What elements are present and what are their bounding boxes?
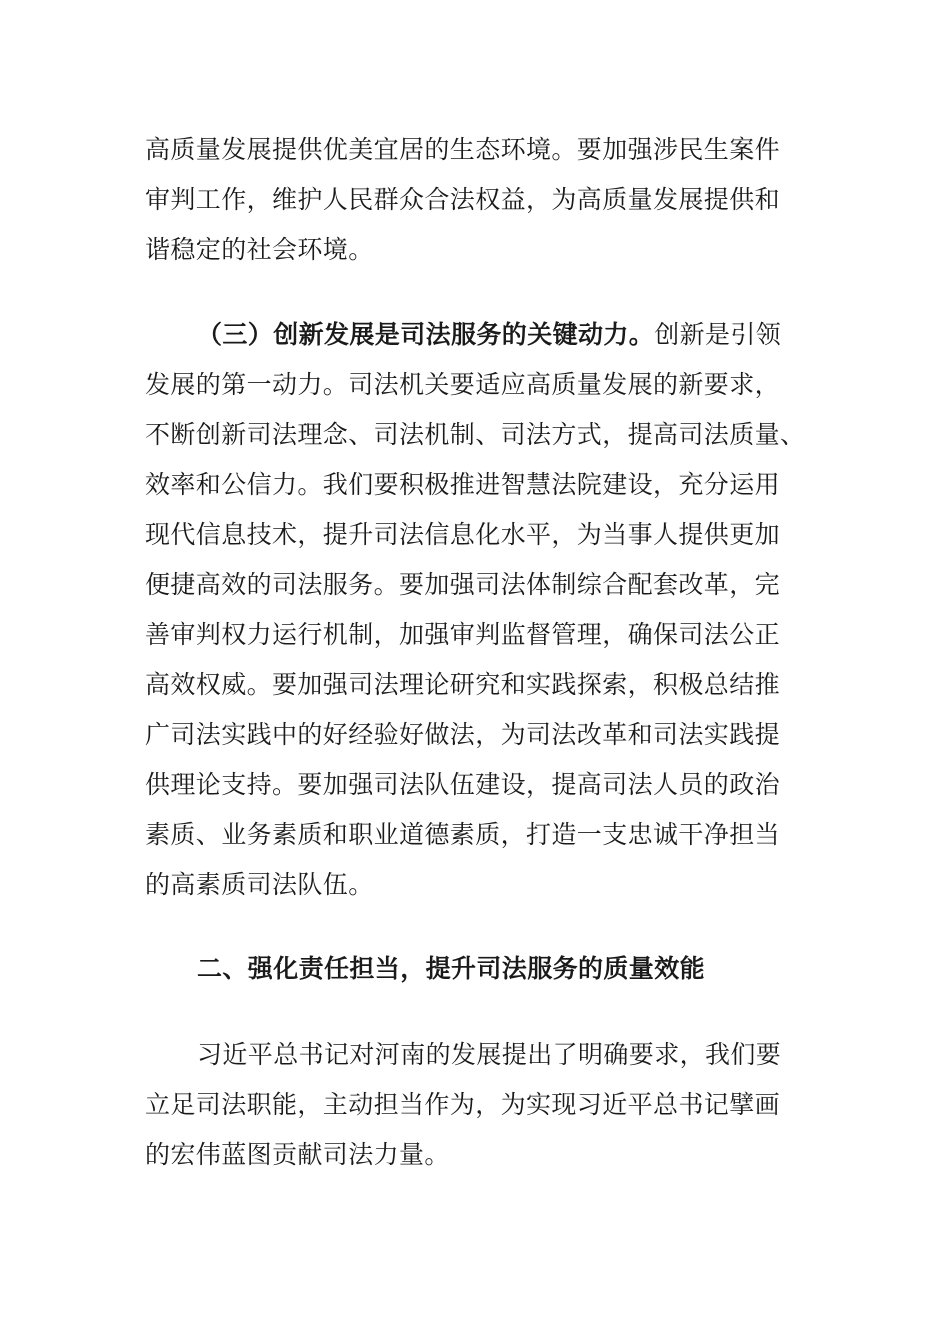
- paragraph-line: 的宏伟蓝图贡献司法力量。: [145, 1140, 450, 1169]
- paragraph-line: 善审判权力运行机制，加强审判监督管理，确保司法公正: [145, 620, 781, 649]
- paragraph-line: 审判工作，维护人民群众合法权益，为高质量发展提供和: [145, 185, 781, 214]
- paragraph-lead-text: 创新是引领: [654, 320, 782, 349]
- paragraph-line: 习近平总书记对河南的发展提出了明确要求，我们要: [197, 1040, 782, 1069]
- paragraph-line: 现代信息技术，提升司法信息化水平，为当事人提供更加: [145, 520, 781, 549]
- paragraph-line: 不断创新司法理念、司法机制、司法方式，提高司法质量、: [145, 420, 806, 449]
- paragraph-line: 广司法实践中的好经验好做法，为司法改革和司法实践提: [145, 720, 781, 749]
- paragraph-line: 效率和公信力。我们要积极推进智慧法院建设，充分运用: [145, 470, 781, 499]
- paragraph-line: 谐稳定的社会环境。: [145, 235, 374, 264]
- paragraph-line: 高质量发展提供优美宜居的生态环境。要加强涉民生案件: [145, 135, 781, 164]
- paragraph-line: 供理论支持。要加强司法队伍建设，提高司法人员的政治: [145, 770, 781, 799]
- paragraph-line: 立足司法职能，主动担当作为，为实现习近平总书记擘画: [145, 1090, 781, 1119]
- paragraph-first-line: [197, 319, 781, 351]
- paragraph-line: 发展的第一动力。司法机关要适应高质量发展的新要求，: [145, 370, 781, 399]
- paragraph-line: 高效权威。要加强司法理论研究和实践探索，积极总结推: [145, 670, 781, 699]
- subsection-heading: （三）创新发展是司法服务的关键动力。: [197, 320, 655, 349]
- paragraph-line: 的高素质司法队伍。: [145, 870, 374, 899]
- section-heading: 二、强化责任担当，提升司法服务的质量效能: [197, 954, 706, 983]
- paragraph-line: 便捷高效的司法服务。要加强司法体制综合配套改革，完: [145, 570, 781, 599]
- paragraph-line: 素质、业务素质和职业道德素质，打造一支忠诚干净担当: [145, 820, 781, 849]
